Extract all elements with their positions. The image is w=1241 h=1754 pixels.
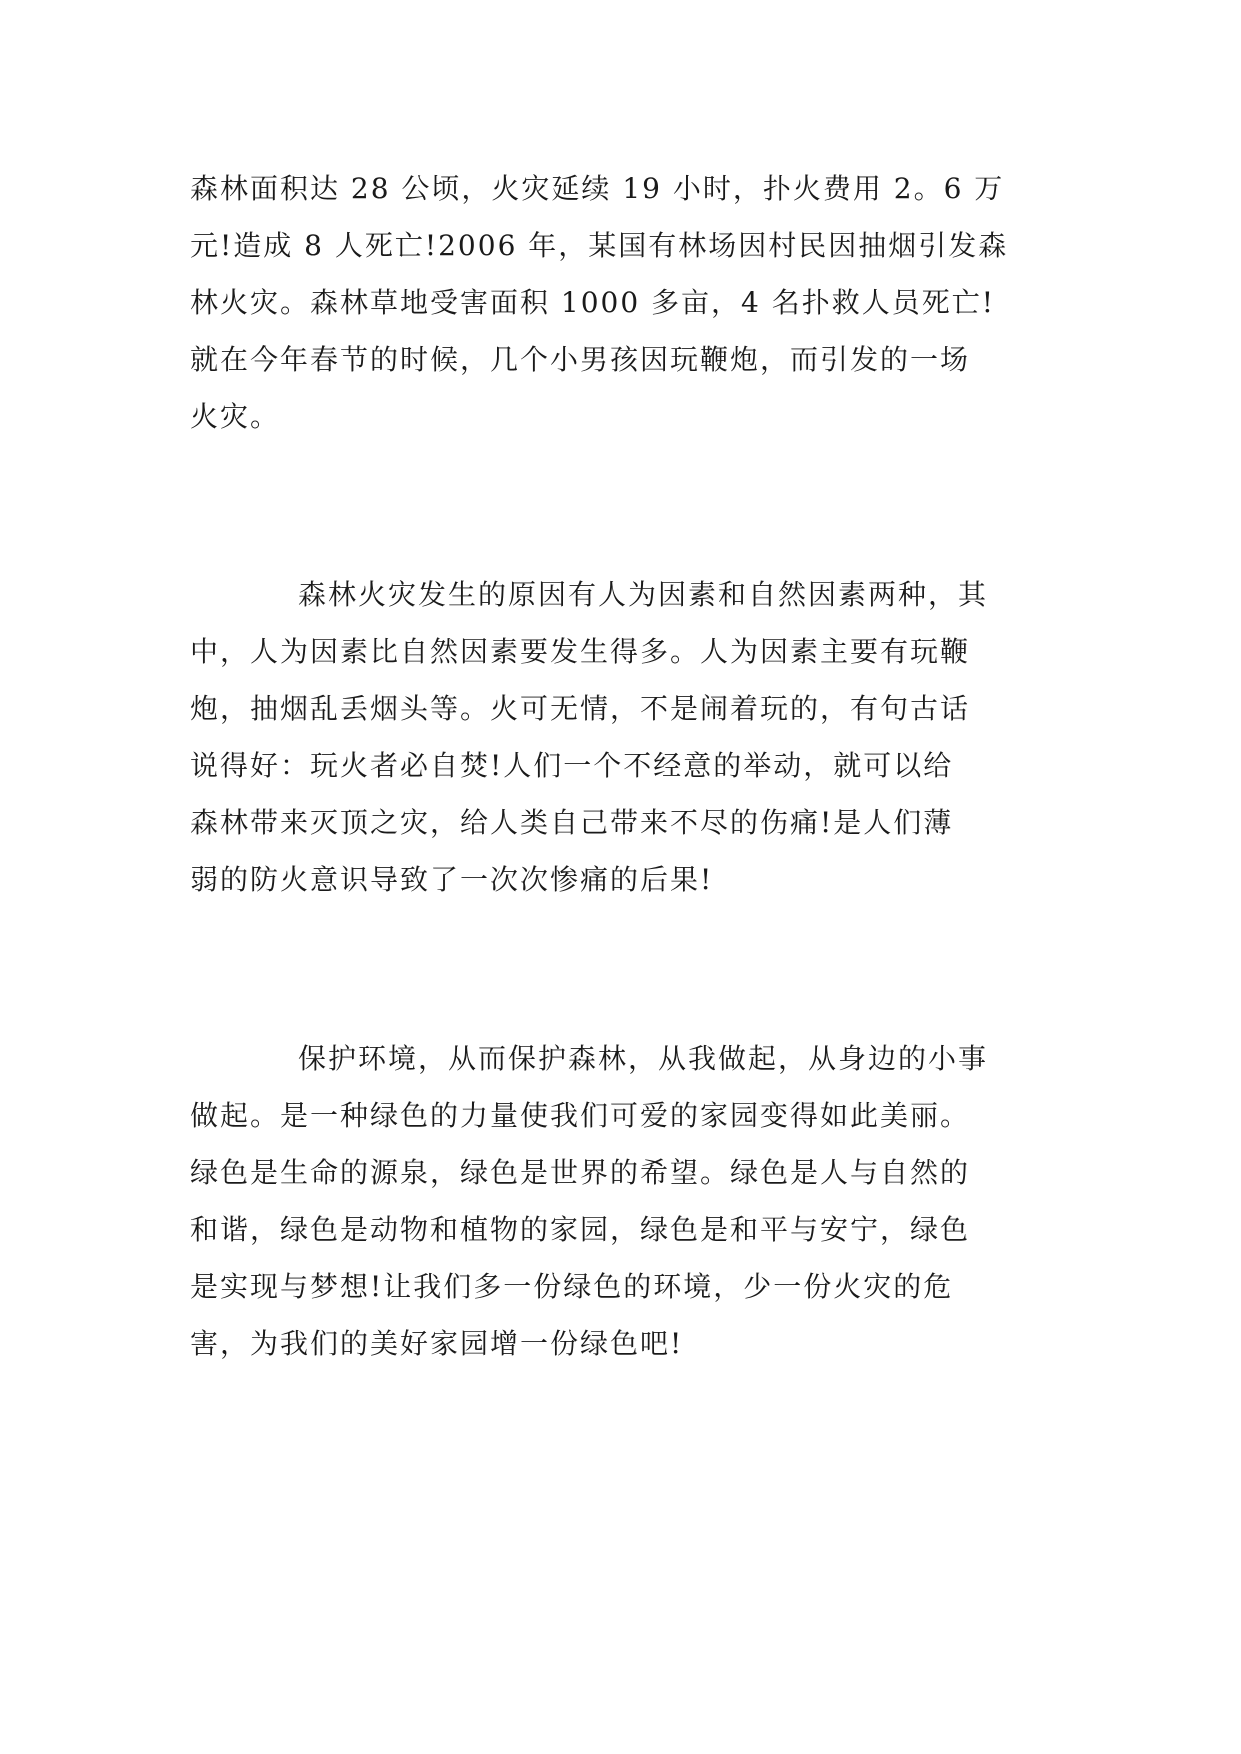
text-line: 炮，抽烟乱丢烟头等。火可无情，不是闹着玩的，有句古话 [190,692,971,725]
text-line: 弱的防火意识导致了一次次惨痛的后果! [190,863,714,896]
text-line: 绿色是生命的源泉，绿色是世界的希望。绿色是人与自然的 [190,1156,971,1189]
text-line: 森林面积达 28 公顷，火灾延续 19 小时，扑火费用 2。6 万 [190,172,1005,205]
paragraph-forest-fire-incidents [190,160,1080,445]
text-line: 保护环境，从而保护森林，从我做起，从身边的小事 [298,1042,989,1075]
text-line: 森林带来灭顶之灾，给人类自己带来不尽的伤痛!是人们薄 [190,806,954,839]
text-line: 森林火灾发生的原因有人为因素和自然因素两种，其 [298,578,989,611]
text-line: 是实现与梦想!让我们多一份绿色的环境，少一份火灾的危 [190,1270,954,1303]
text-line: 中，人为因素比自然因素要发生得多。人为因素主要有玩鞭 [190,635,971,668]
text-line: 做起。是一种绿色的力量使我们可爱的家园变得如此美丽。 [190,1099,971,1132]
paragraph-fire-causes [190,566,1080,908]
text-line: 害，为我们的美好家园增一份绿色吧! [190,1327,684,1360]
text-line: 火灾。 [190,400,281,433]
text-line: 说得好：玩火者必自焚!人们一个不经意的举动，就可以给 [190,749,954,782]
text-line: 元!造成 8 人死亡!2006 年，某国有林场因村民因抽烟引发森 [190,229,1009,262]
text-line: 和谐，绿色是动物和植物的家园，绿色是和平与安宁，绿色 [190,1213,971,1246]
paragraph-protect-environment [190,1030,1080,1372]
text-line: 就在今年春节的时候，几个小男孩因玩鞭炮，而引发的一场 [190,343,971,376]
text-line: 林火灾。森林草地受害面积 1000 多亩，4 名扑救人员死亡! [190,286,996,319]
